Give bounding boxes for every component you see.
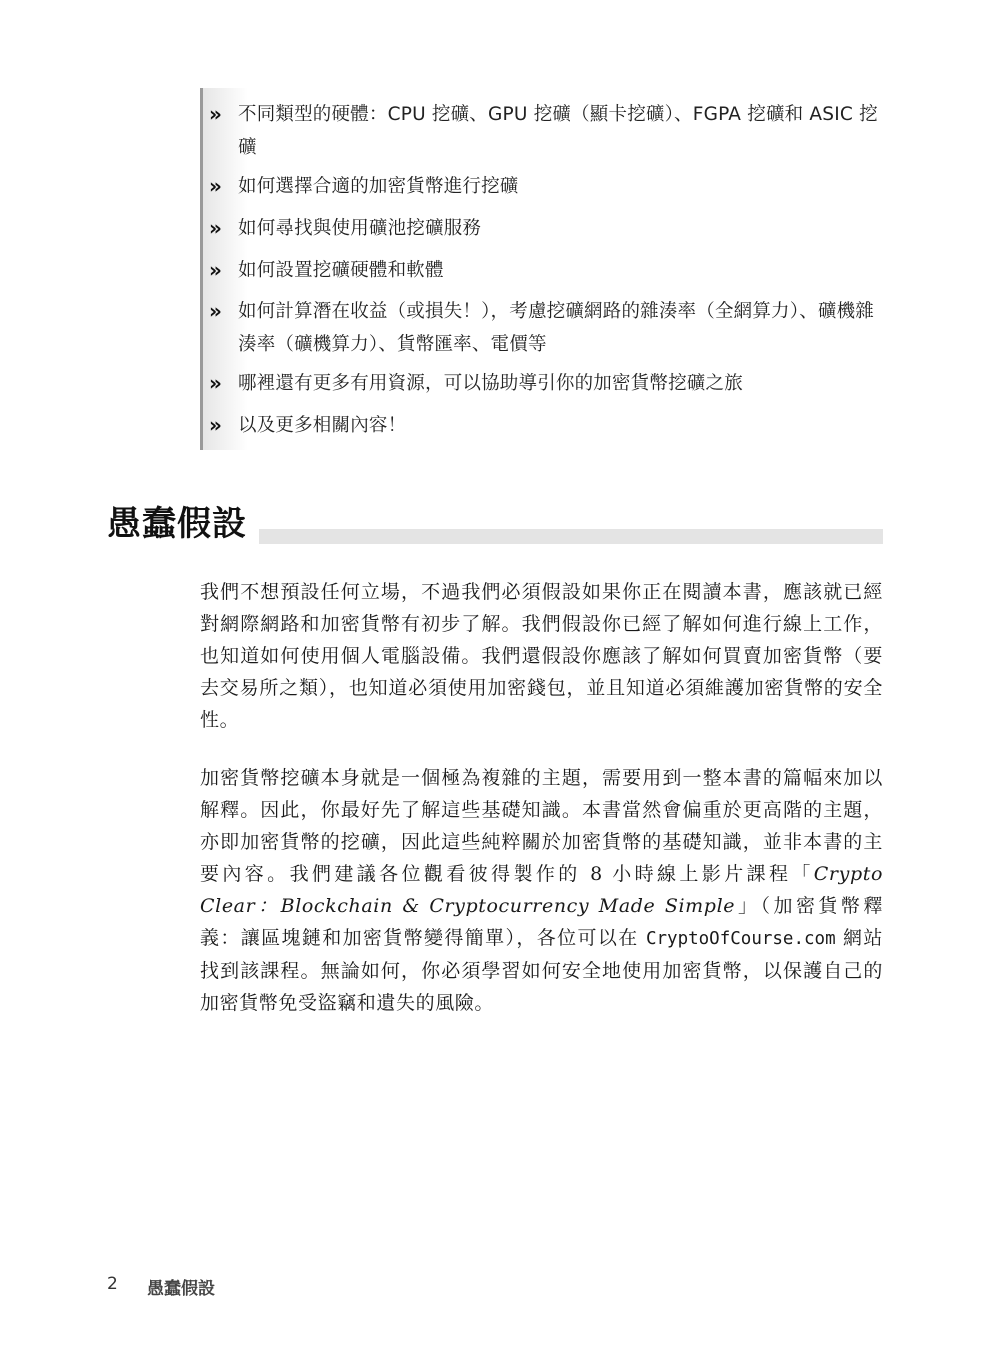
list-item	[203, 254, 888, 287]
list-item	[203, 98, 888, 164]
double-chevron-right-icon: »	[209, 216, 218, 240]
double-chevron-right-icon: »	[209, 102, 218, 126]
running-title: 愚蠢假設	[147, 1279, 215, 1299]
list-item	[203, 409, 888, 442]
double-chevron-right-icon: »	[209, 174, 218, 198]
list-item-text: 如何選擇合適的加密貨幣進行挖礦	[238, 176, 519, 197]
list-item-text: 以及更多相關內容！	[238, 415, 407, 436]
website-name: CryptoOfCourse.com	[645, 929, 836, 949]
double-chevron-right-icon: »	[209, 299, 218, 323]
double-chevron-right-icon: »	[209, 371, 218, 395]
list-item	[203, 212, 888, 245]
paragraph-text: 」（加密貨幣釋義：讓區塊鏈和加密貨幣變得簡單），各位可以在	[200, 895, 884, 949]
list-item-text: 不同類型的硬體：CPU 挖礦、GPU 挖礦（顯卡挖礦）、FGPA 挖礦和 ASIC 挖礦	[238, 104, 878, 158]
paragraph-text: 加密貨幣挖礦本身就是一個極為複雜的主題，需要用到一整本書的篇幅來加以解釋。因此，你最好先了解這些基礎知識。本書當然會偏重於更高階的主題，亦即加密貨幣的挖礦，因此這些純粹關於加密貨幣的基礎知識，並非本書的主要內容。我們建議各位觀看彼得製作的 8 小時線上影片課程「	[200, 767, 883, 885]
list-item-text: 如何設置挖礦硬體和軟體	[238, 260, 444, 281]
paragraph-text: 網站找到該課程。無論如何，你必須學習如何安全地使用加密貨幣，以保護自己的加密貨幣免受盜竊和遺失的風險。	[200, 927, 883, 1014]
course-title: Crypto Clear：Blockchain & Cryptocurrency Made Simple	[200, 863, 883, 917]
page-number: 2	[107, 1274, 118, 1294]
page-footer	[107, 1274, 215, 1299]
list-item-text: 如何尋找與使用礦池挖礦服務	[238, 218, 482, 239]
list-item	[203, 367, 888, 400]
double-chevron-right-icon: »	[209, 258, 218, 282]
list-item	[203, 170, 888, 203]
paragraph-assumptions: 我們不想預設任何立場，不過我們必須假設如果你正在閱讀本書，應該就已經對網際網路和加密貨幣有初步了解。我們假設你已經了解如何進行線上工作，也知道如何使用個人電腦設備。我們還假設你應該了解如何買賣加密貨幣（要去交易所之類），也知道必須使用加密錢包，並且知道必須維護加密貨幣的安全性。	[200, 581, 883, 731]
double-chevron-right-icon: »	[209, 413, 218, 437]
bullet-list-box	[200, 88, 893, 450]
section-title: 愚蠢假設	[107, 504, 247, 544]
paragraph-prerequisites	[200, 762, 883, 1019]
list-item-text: 如何計算潛在收益（或損失！），考慮挖礦網路的雜湊率（全網算力）、礦機雜湊率（礦機算力）、貨幣匯率、電價等	[238, 301, 875, 355]
list-item	[203, 295, 888, 361]
list-item-text: 哪裡還有更多有用資源，可以協助導引你的加密貨幣挖礦之旅	[238, 373, 743, 394]
